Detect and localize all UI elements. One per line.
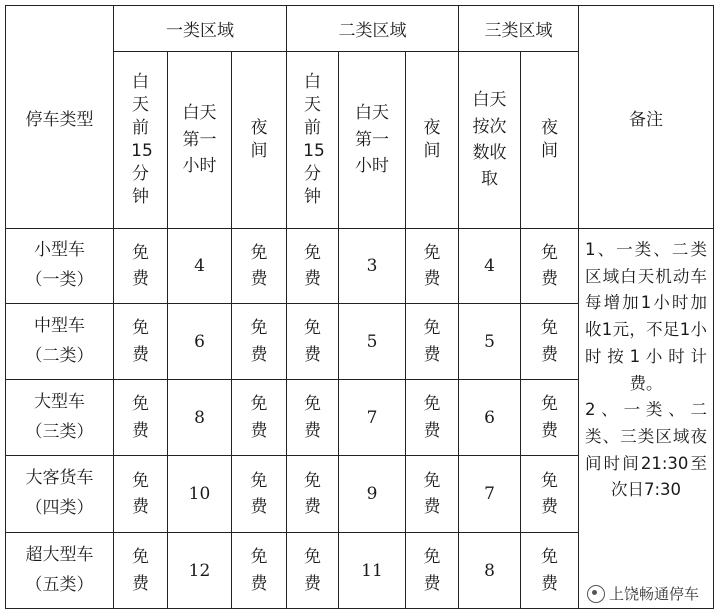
z2-15min-cell: 免费	[287, 304, 339, 380]
z2-15min-cell: 免费	[287, 533, 339, 609]
header-z2-day-first-hour: 白天第一小时	[339, 52, 406, 229]
remark-paragraph-1: 1、一类、二类区域白天机动车每增加1小时加收1元，不足1小时按1小时计费。	[585, 240, 707, 393]
vehicle-type-cell: 大型车 （三类）	[6, 380, 114, 456]
z1-15min-cell: 免费	[114, 380, 168, 456]
z1-hour-cell: 6	[168, 304, 232, 380]
z2-hour-cell: 3	[339, 229, 406, 304]
table-row	[6, 229, 714, 304]
z2-night-cell: 免费	[406, 456, 459, 533]
z3-day-cell: 8	[459, 533, 521, 609]
z1-hour-cell: 8	[168, 380, 232, 456]
vehicle-type-cell: 大客货车 （四类）	[6, 456, 114, 533]
header-z3-night: 夜间	[521, 52, 579, 229]
z2-hour-cell: 11	[339, 533, 406, 609]
header-z2-day-15min: 白天前15分钟	[287, 52, 339, 229]
z2-15min-cell: 免费	[287, 380, 339, 456]
z1-hour-cell: 4	[168, 229, 232, 304]
z1-15min-cell: 免费	[114, 456, 168, 533]
z1-hour-cell: 10	[168, 456, 232, 533]
header-remark: 备注	[579, 6, 714, 229]
remark-cell	[579, 229, 714, 609]
z3-night-cell: 免费	[521, 229, 579, 304]
z1-hour-cell: 12	[168, 533, 232, 609]
z2-night-cell: 免费	[406, 533, 459, 609]
header-z1-day-15min: 白天前15分钟	[114, 52, 168, 229]
header-z3-day-per-time: 白天按次数收取	[459, 52, 521, 229]
z3-day-cell: 5	[459, 304, 521, 380]
header-z1-day-first-hour: 白天第一小时	[168, 52, 232, 229]
z2-hour-cell: 9	[339, 456, 406, 533]
z1-night-cell: 免费	[232, 304, 287, 380]
z2-15min-cell: 免费	[287, 229, 339, 304]
z1-15min-cell: 免费	[114, 533, 168, 609]
z3-night-cell: 免费	[521, 380, 579, 456]
header-zone-3: 三类区域	[459, 6, 579, 52]
z2-hour-cell: 7	[339, 380, 406, 456]
header-z2-night: 夜间	[406, 52, 459, 229]
z3-day-cell: 7	[459, 456, 521, 533]
z2-hour-cell: 5	[339, 304, 406, 380]
z1-night-cell: 免费	[232, 229, 287, 304]
z1-night-cell: 免费	[232, 533, 287, 609]
vehicle-type-cell: 超大型车 （五类）	[6, 533, 114, 609]
remark-paragraph-2: 2、一类、二类、三类区域夜间时间21:30至次日7:30	[585, 400, 707, 500]
watermark	[584, 583, 702, 604]
parking-fee-table	[5, 5, 714, 609]
vehicle-type-cell: 小型车 （一类）	[6, 229, 114, 304]
z1-15min-cell: 免费	[114, 229, 168, 304]
z1-night-cell: 免费	[232, 380, 287, 456]
z1-15min-cell: 免费	[114, 304, 168, 380]
z3-night-cell: 免费	[521, 456, 579, 533]
z2-night-cell: 免费	[406, 380, 459, 456]
wechat-account-icon	[587, 585, 605, 603]
z2-night-cell: 免费	[406, 304, 459, 380]
header-z1-night: 夜间	[232, 52, 287, 229]
z3-night-cell: 免费	[521, 304, 579, 380]
z2-15min-cell: 免费	[287, 456, 339, 533]
z3-night-cell: 免费	[521, 533, 579, 609]
header-parking-type: 停车类型	[6, 6, 114, 229]
vehicle-type-cell: 中型车 （二类）	[6, 304, 114, 380]
z3-day-cell: 4	[459, 229, 521, 304]
z1-night-cell: 免费	[232, 456, 287, 533]
header-zone-2: 二类区域	[287, 6, 459, 52]
z3-day-cell: 6	[459, 380, 521, 456]
watermark-text: 上饶畅通停车	[608, 585, 699, 603]
z2-night-cell: 免费	[406, 229, 459, 304]
header-zone-1: 一类区域	[114, 6, 287, 52]
